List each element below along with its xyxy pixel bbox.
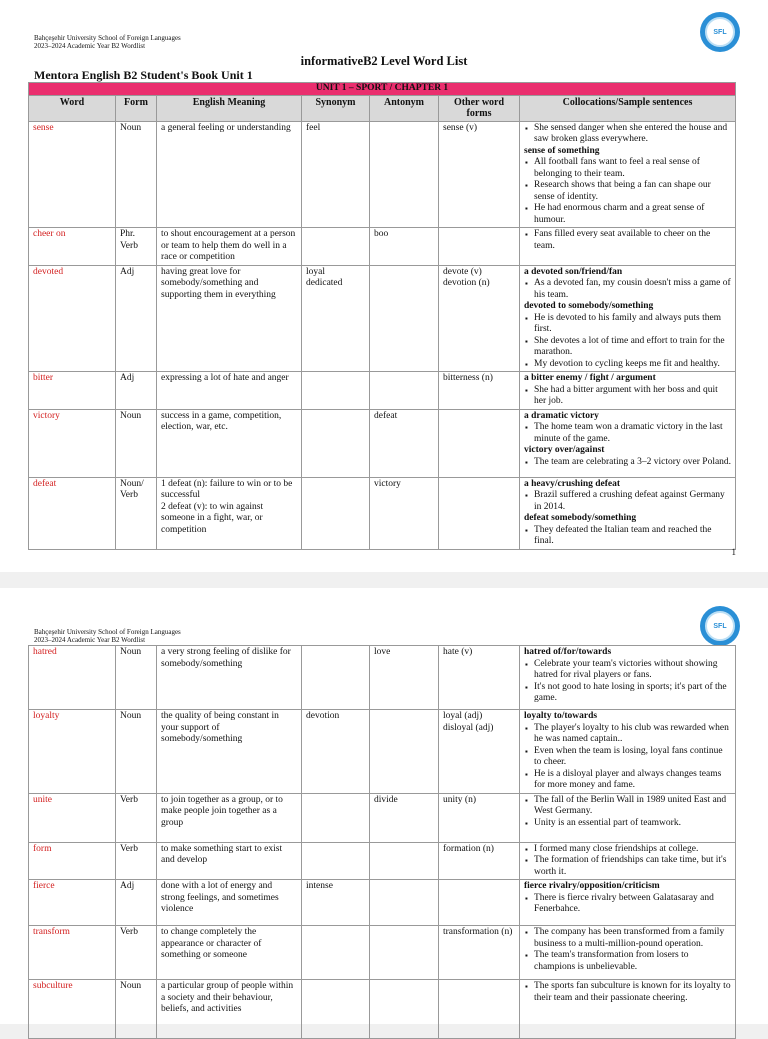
synonym-cell: feel [302, 121, 370, 228]
meaning-cell: a particular group of people within a society and their behaviour, beliefs, and activities [157, 980, 302, 1039]
word-cell: victory [29, 409, 116, 477]
word-cell: cheer on [29, 228, 116, 266]
form-cell: Noun/ Verb [116, 477, 157, 549]
collocations-cell [520, 121, 736, 228]
synonym-cell [302, 980, 370, 1039]
collocations-cell [520, 710, 736, 794]
antonym-cell: victory [370, 477, 439, 549]
antonym-cell [370, 372, 439, 410]
sfl-logo-text: SFL [705, 611, 735, 641]
meaning-cell: the quality of being constant in your support of somebody/something [157, 710, 302, 794]
word-cell: hatred [29, 646, 116, 710]
table-row [29, 710, 736, 794]
sentence-list [524, 659, 731, 705]
synonym-cell [302, 926, 370, 980]
sentence-list [524, 525, 731, 548]
sample-sentence: ▪ The player's loyalty to his club was rewarded when he was named captain.. [534, 723, 731, 746]
synonym-cell [302, 842, 370, 880]
header-line-1 [34, 628, 181, 636]
sample-sentence: ▪ The team are celebrating a 3–2 victory over Poland. [534, 457, 731, 469]
table-row [29, 842, 736, 880]
collocation-heading: a devoted son/friend/fan [524, 266, 623, 277]
form-cell: Phr. Verb [116, 228, 157, 266]
collocations-cell [520, 228, 736, 266]
collocations-cell [520, 646, 736, 710]
synonym-cell [302, 477, 370, 549]
sample-sentence: ▪ The company has been transformed from a family business to a multi-million-pound operation. [534, 927, 731, 950]
antonym-cell: divide [370, 793, 439, 842]
column-header: Collocations/Sample sentences [520, 95, 736, 121]
meaning-cell: to join together as a group, or to make people join together as a group [157, 793, 302, 842]
collocations-cell [520, 842, 736, 880]
antonym-cell [370, 880, 439, 926]
antonym-cell: boo [370, 228, 439, 266]
sample-sentence: ▪ She had a bitter argument with her boss and quit her job. [534, 385, 731, 408]
sample-sentence: ▪ He is a disloyal player and always changes teams for more money and fame. [534, 769, 731, 792]
form-cell: Noun [116, 980, 157, 1039]
word-table-page-1 [28, 82, 736, 550]
synonym-cell: loyal dedicated [302, 265, 370, 372]
other-forms-cell [439, 980, 520, 1039]
university-name: Bahçeşehir University [34, 34, 97, 42]
school-name: School of Foreign Languages [96, 34, 181, 42]
sample-sentence: ▪ She sensed danger when she entered the house and saw broken glass everywhere. [534, 123, 731, 146]
form-cell: Adj [116, 265, 157, 372]
table-row [29, 409, 736, 477]
word-rows [29, 121, 736, 549]
collocation-heading: sense of something [524, 145, 600, 156]
form-cell: Verb [116, 926, 157, 980]
column-header: Other word forms [439, 95, 520, 121]
sample-sentence: ▪ Celebrate your team's victories without showing hatred for rival players or fans. [534, 659, 731, 682]
collocation-heading: a bitter enemy / fight / argument [524, 373, 656, 383]
antonym-cell: defeat [370, 409, 439, 477]
collocation-heading: hatred of/for/towards [524, 647, 612, 657]
sample-sentence: ▪ Research shows that being a fan can shape our sense of identity. [534, 180, 731, 203]
synonym-cell [302, 228, 370, 266]
synonym-cell: intense [302, 880, 370, 926]
word-cell: sense [29, 121, 116, 228]
collocation-heading: devoted to somebody/something [524, 301, 654, 311]
form-cell: Noun [116, 646, 157, 710]
table-row [29, 265, 736, 372]
other-forms-cell: sense (v) [439, 121, 520, 228]
form-cell: Noun [116, 409, 157, 477]
other-forms-cell: devote (v) devotion (n) [439, 265, 520, 372]
document-page-2 [0, 588, 768, 1024]
sentence-list [524, 229, 731, 252]
sentence-list [524, 278, 731, 301]
form-cell: Adj [116, 372, 157, 410]
sentence-list [524, 981, 731, 1004]
table-row [29, 980, 736, 1039]
header-line-2: 2023–2024 Academic Year B2 Wordlist [34, 42, 146, 50]
table-row [29, 646, 736, 710]
sentence-list [524, 123, 731, 146]
meaning-cell: to change completely the appearance or character of something or someone [157, 926, 302, 980]
unit-row [29, 83, 736, 96]
meaning-cell: to make something start to exist and develop [157, 842, 302, 880]
other-forms-cell: loyal (adj) disloyal (adj) [439, 710, 520, 794]
form-cell: Noun [116, 121, 157, 228]
sample-sentence: ▪ The home team won a dramatic victory in the last minute of the game. [534, 422, 731, 445]
table-header-row [29, 95, 736, 121]
sfl-logo [700, 12, 740, 52]
sample-sentence: ▪ The team's transformation from losers to champions is unbelievable. [534, 950, 731, 973]
page-number: 1 [731, 547, 736, 557]
synonym-cell [302, 409, 370, 477]
meaning-cell: 1 defeat (n): failure to win or to be successful 2 defeat (v): to win against someone in a fight, war, or competition [157, 477, 302, 549]
antonym-cell [370, 980, 439, 1039]
column-header: Form [116, 95, 157, 121]
collocation-heading: a dramatic victory [524, 410, 599, 421]
collocation-heading: loyalty to/towards [524, 711, 598, 721]
sentence-list [524, 927, 731, 973]
other-forms-cell: unity (n) [439, 793, 520, 842]
word-cell: loyalty [29, 710, 116, 794]
word-cell: form [29, 842, 116, 880]
sample-sentence: ▪ As a devoted fan, my cousin doesn't miss a game of his team. [534, 278, 731, 301]
form-cell: Verb [116, 842, 157, 880]
form-cell: Adj [116, 880, 157, 926]
word-cell: fierce [29, 880, 116, 926]
table-row [29, 228, 736, 266]
sample-sentence: ▪ She devotes a lot of time and effort to train for the marathon. [534, 336, 731, 359]
sfl-logo-text: SFL [705, 17, 735, 47]
antonym-cell [370, 926, 439, 980]
column-header: Word [29, 95, 116, 121]
collocations-cell [520, 477, 736, 549]
other-forms-cell: formation (n) [439, 842, 520, 880]
meaning-cell: success in a game, competition, election, war, etc. [157, 409, 302, 477]
form-cell: Noun [116, 710, 157, 794]
sentence-list [524, 385, 731, 408]
column-header: Synonym [302, 95, 370, 121]
sample-sentence: ▪ It's not good to hate losing in sports; it's part of the game. [534, 682, 731, 705]
sample-sentence: ▪ The formation of friendships can take time, but it's worth it. [534, 855, 731, 878]
word-table-page-2 [28, 645, 736, 1039]
table-row [29, 477, 736, 549]
sample-sentence: ▪ All football fans want to feel a real sense of belonging to their team. [534, 157, 731, 180]
other-forms-cell: bitterness (n) [439, 372, 520, 410]
other-forms-cell [439, 228, 520, 266]
word-rows [29, 646, 736, 1039]
table-row [29, 793, 736, 842]
other-forms-cell [439, 880, 520, 926]
synonym-cell [302, 372, 370, 410]
word-cell: transform [29, 926, 116, 980]
table-row [29, 880, 736, 926]
header-line-1 [34, 34, 181, 42]
sentence-list [524, 457, 731, 469]
meaning-cell: a very strong feeling of dislike for somebody/something [157, 646, 302, 710]
collocations-cell [520, 793, 736, 842]
sentence-list [524, 313, 731, 371]
sample-sentence: ▪ I formed many close friendships at college. [534, 844, 731, 856]
sample-sentence: ▪ They defeated the Italian team and reached the final. [534, 525, 731, 548]
antonym-cell [370, 710, 439, 794]
sentence-list [524, 795, 731, 830]
sentence-list [524, 490, 731, 513]
sample-sentence: ▪ Brazil suffered a crushing defeat against Germany in 2014. [534, 490, 731, 513]
synonym-cell [302, 646, 370, 710]
column-header: Antonym [370, 95, 439, 121]
collocations-cell [520, 372, 736, 410]
sample-sentence: ▪ He had enormous charm and a great sense of humour. [534, 203, 731, 226]
university-name: Bahçeşehir University [34, 628, 97, 636]
sentence-list [524, 157, 731, 226]
header-line-2: 2023–2024 Academic Year B2 Wordlist [34, 636, 146, 644]
sample-sentence: ▪ The sports fan subculture is known for its loyalty to their team and their passionate cheering. [534, 981, 731, 1004]
synonym-cell [302, 793, 370, 842]
other-forms-cell [439, 409, 520, 477]
sfl-logo [700, 606, 740, 646]
antonym-cell: love [370, 646, 439, 710]
antonym-cell [370, 842, 439, 880]
sentence-list [524, 844, 731, 879]
antonym-cell [370, 265, 439, 372]
sample-sentence: ▪ Unity is an essential part of teamwork. [534, 818, 731, 830]
antonym-cell [370, 121, 439, 228]
word-cell: devoted [29, 265, 116, 372]
school-name: School of Foreign Languages [96, 628, 181, 636]
sentence-list [524, 422, 731, 445]
sample-sentence: ▪ There is fierce rivalry between Galatasaray and Fenerbahce. [534, 893, 731, 916]
meaning-cell: having great love for somebody/something and supporting them in everything [157, 265, 302, 372]
word-cell: subculture [29, 980, 116, 1039]
other-forms-cell: transformation (n) [439, 926, 520, 980]
sentence-list [524, 893, 731, 916]
synonym-cell: devotion [302, 710, 370, 794]
meaning-cell: expressing a lot of hate and anger [157, 372, 302, 410]
collocations-cell [520, 980, 736, 1039]
table-row [29, 121, 736, 228]
other-forms-cell [439, 477, 520, 549]
meaning-cell: done with a lot of energy and strong feelings, and sometimes violence [157, 880, 302, 926]
form-cell: Verb [116, 793, 157, 842]
collocation-heading: fierce rivalry/opposition/criticism [524, 881, 660, 891]
collocations-cell [520, 880, 736, 926]
sample-sentence: ▪ The fall of the Berlin Wall in 1989 united East and West Germany. [534, 795, 731, 818]
collocations-cell [520, 265, 736, 372]
table-row [29, 926, 736, 980]
word-cell: unite [29, 793, 116, 842]
unit-title: UNIT 1 – SPORT / CHAPTER 1 [29, 83, 736, 96]
collocation-heading: victory over/against [524, 445, 605, 455]
book-title: Mentora English B2 Student's Book Unit 1 [34, 68, 253, 82]
document-title: informativeB2 Level Word List [300, 54, 468, 68]
meaning-cell: to shout encouragement at a person or team to help them do well in a race or competition [157, 228, 302, 266]
other-forms-cell: hate (v) [439, 646, 520, 710]
sample-sentence: ▪ Even when the team is losing, loyal fans continue to cheer. [534, 746, 731, 769]
table-row [29, 372, 736, 410]
word-cell: bitter [29, 372, 116, 410]
meaning-cell: a general feeling or understanding [157, 121, 302, 228]
collocation-heading: a heavy/crushing defeat [524, 478, 621, 489]
collocations-cell [520, 926, 736, 980]
word-cell: defeat [29, 477, 116, 549]
sample-sentence: ▪ He is devoted to his family and always puts them first. [534, 313, 731, 336]
column-header: English Meaning [157, 95, 302, 121]
sample-sentence: ▪ My devotion to cycling keeps me fit and healthy. [534, 359, 731, 371]
collocations-cell [520, 409, 736, 477]
collocation-heading: defeat somebody/something [524, 513, 637, 523]
sample-sentence: ▪ Fans filled every seat available to cheer on the team. [534, 229, 731, 252]
sentence-list [524, 723, 731, 792]
